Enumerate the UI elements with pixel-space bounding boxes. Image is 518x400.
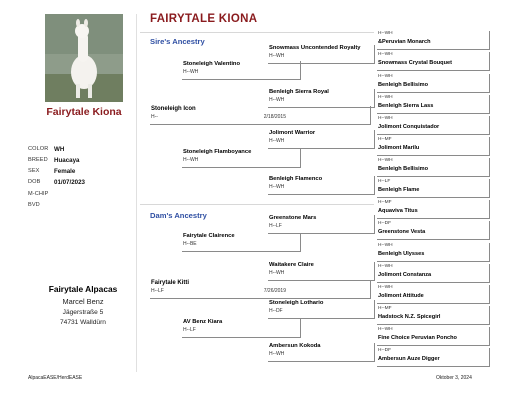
- leaf-node-13[interactable]: [377, 285, 490, 304]
- dam-node[interactable]: [150, 280, 371, 299]
- dam-sire-name: Fairytale Clairence: [183, 233, 235, 239]
- leaf-name-16: Ambersun Auze Digger: [378, 356, 440, 362]
- owner-city: 74731 Walldürn: [60, 319, 106, 326]
- footer-date: Oktober 3, 2024: [436, 375, 472, 381]
- info-value-sex: Female: [54, 168, 76, 175]
- leaf-name-2: Snowmass Crystal Bouquet: [378, 60, 452, 66]
- ggen-name-7: Stoneleigh Lothario: [269, 300, 324, 306]
- ggen-code-8: H--WH: [269, 351, 285, 357]
- ggen-node-1[interactable]: [268, 45, 375, 64]
- footer-software-name: AlpacaEASE/HerdEASE: [28, 375, 83, 381]
- ggen-name-2: Benleigh Sierra Royal: [269, 89, 329, 95]
- leaf-name-4: Benleigh Sierra Lass: [378, 103, 434, 109]
- leaf-code-4: H--WH: [378, 95, 393, 100]
- leaf-code-11: H--WH: [378, 243, 393, 248]
- ggen-node-8[interactable]: [268, 343, 375, 362]
- leaf-code-3: H--WH: [378, 74, 393, 79]
- ggen-name-1: Snowmass Uncontended Royalty: [269, 45, 361, 51]
- leaf-node-14[interactable]: [377, 306, 490, 325]
- info-label-breed: BREED: [28, 157, 48, 163]
- dam-name: Fairytale Kitti: [151, 280, 190, 286]
- info-label-sex: SEX: [28, 168, 40, 174]
- leaf-name-10: Greenstone Vesta: [378, 229, 426, 235]
- owner-street: Jägerstraße 5: [62, 309, 104, 316]
- info-label-color: COLOR: [28, 146, 49, 152]
- ggen-name-6: Waitakere Claire: [269, 262, 314, 268]
- ggen-code-4: H--WH: [269, 184, 285, 190]
- dam-sire-code: H--BE: [183, 241, 197, 247]
- sire-name: Stoneleigh Icon: [151, 106, 196, 112]
- leaf-node-4[interactable]: [377, 95, 490, 114]
- dam-dam-name: AV Benz Kiara: [183, 319, 223, 325]
- leaf-code-15: H--WH: [378, 327, 393, 332]
- ggen-code-1: H--WH: [269, 53, 285, 59]
- leaf-code-7: H--WH: [378, 158, 393, 163]
- info-value-color: WH: [54, 146, 65, 153]
- ggen-code-3: H--WH: [269, 138, 285, 144]
- info-label-bvd: BVD: [28, 202, 40, 208]
- leaf-name-8: Benleigh Flame: [378, 187, 420, 193]
- leaf-name-6: Jolimont Marilu: [378, 145, 420, 151]
- leaf-code-2: H--WH: [378, 52, 393, 57]
- leaf-name-11: Benleigh Ulysses: [378, 251, 425, 257]
- sire-dam-name: Stoneleigh Flamboyance: [183, 149, 252, 155]
- alpaca-image: [45, 14, 123, 102]
- leaf-code-12: H--WH: [378, 264, 393, 269]
- sire-dam-code: H--WH: [183, 157, 199, 163]
- leaf-code-16: H--DF: [378, 348, 392, 353]
- info-label-dob: DOB: [28, 179, 41, 185]
- leaf-name-3: Benleigh Bellisimo: [378, 82, 429, 88]
- dam-dob: 7/26/2019: [263, 288, 286, 294]
- ggen-node-7[interactable]: [268, 300, 375, 319]
- sire-sire-name: Stoneleigh Valentino: [183, 61, 241, 67]
- ggen-name-3: Jolimont Warrior: [269, 130, 316, 136]
- ggen-node-4[interactable]: [268, 176, 375, 195]
- sire-node[interactable]: [150, 106, 371, 125]
- leaf-code-5: H--WH: [378, 116, 393, 121]
- leaf-name-1: &Peruvian Monarch: [378, 39, 431, 45]
- dam-sire-node[interactable]: [182, 233, 301, 252]
- ggen-name-4: Benleigh Flamenco: [269, 176, 323, 182]
- ggen-code-6: H--WH: [269, 270, 285, 276]
- leaf-node-15[interactable]: [377, 327, 490, 346]
- leaf-name-15: Fine Choice Peruvian Poncho: [378, 335, 457, 341]
- leaf-code-13: H--WH: [378, 285, 393, 290]
- leaf-node-6[interactable]: [377, 137, 490, 156]
- sire-dam-node[interactable]: [182, 149, 301, 168]
- leaf-node-1[interactable]: [377, 31, 490, 50]
- page-title: FAIRYTALE KIONA: [150, 13, 258, 25]
- dam-dam-node[interactable]: [182, 319, 301, 338]
- leaf-node-8[interactable]: [377, 179, 490, 198]
- animal-name: Fairytale Kiona: [46, 106, 122, 118]
- ggen-code-7: H--DF: [269, 308, 283, 314]
- ggen-name-5: Greenstone Mars: [269, 215, 317, 221]
- ggen-node-2[interactable]: [268, 89, 375, 108]
- dam-code: H--LF: [151, 288, 164, 294]
- leaf-node-9[interactable]: [377, 200, 490, 219]
- ggen-node-6[interactable]: [268, 262, 375, 281]
- info-label-mchip: M-CHIP: [28, 191, 49, 197]
- ggen-code-5: H--LF: [269, 223, 282, 229]
- leaf-code-14: H--MF: [378, 306, 392, 311]
- leaf-code-8: H--LF: [378, 179, 391, 184]
- ggen-name-8: Ambersun Kokoda: [269, 343, 321, 349]
- sire-code: H--: [151, 114, 158, 120]
- dam-ancestry-heading: Dam's Ancestry: [150, 211, 207, 220]
- leaf-node-10[interactable]: [377, 221, 490, 240]
- leaf-code-9: H--MF: [378, 200, 392, 205]
- leaf-name-13: Jolimont Attitude: [378, 293, 424, 299]
- leaf-node-7[interactable]: [377, 158, 490, 177]
- dam-dam-code: H--LF: [183, 327, 196, 333]
- info-value-dob: 01/07/2023: [54, 179, 85, 186]
- owner-name: Marcel Benz: [62, 297, 104, 306]
- ggen-node-3[interactable]: [268, 130, 375, 149]
- farm-name: Fairytale Alpacas: [48, 284, 118, 294]
- ggen-node-5[interactable]: [268, 215, 375, 234]
- alpaca-photo: [45, 14, 123, 102]
- panel-divider: [136, 14, 137, 372]
- leaf-node-12[interactable]: [377, 264, 490, 283]
- leaf-node-2[interactable]: [377, 52, 490, 71]
- info-value-breed: Huacaya: [54, 157, 80, 164]
- ggen-code-2: H--WH: [269, 97, 285, 103]
- leaf-code-1: H--WH: [378, 31, 393, 36]
- leaf-name-5: Jolimont Conquistador: [378, 124, 440, 130]
- leaf-name-9: Aquaviva Titus: [378, 208, 418, 214]
- sire-dob: 2/18/2015: [263, 114, 286, 120]
- leaf-name-12: Jolimont Constanza: [378, 272, 432, 278]
- leaf-code-6: H--MF: [378, 137, 392, 142]
- dam-section-rule: [140, 204, 374, 205]
- leaf-node-16[interactable]: [377, 348, 490, 367]
- leaf-node-11[interactable]: [377, 243, 490, 262]
- leaf-node-5[interactable]: [377, 116, 490, 135]
- sire-sire-code: H--WH: [183, 69, 199, 75]
- sire-ancestry-heading: Sire's Ancestry: [150, 37, 205, 46]
- leaf-node-3[interactable]: [377, 74, 490, 93]
- sire-section-rule: [140, 32, 374, 33]
- leaf-code-10: H--DF: [378, 221, 392, 226]
- leaf-name-7: Benleigh Bellisimo: [378, 166, 429, 172]
- leaf-name-14: Hadstock N.Z. Spicegirl: [378, 314, 441, 320]
